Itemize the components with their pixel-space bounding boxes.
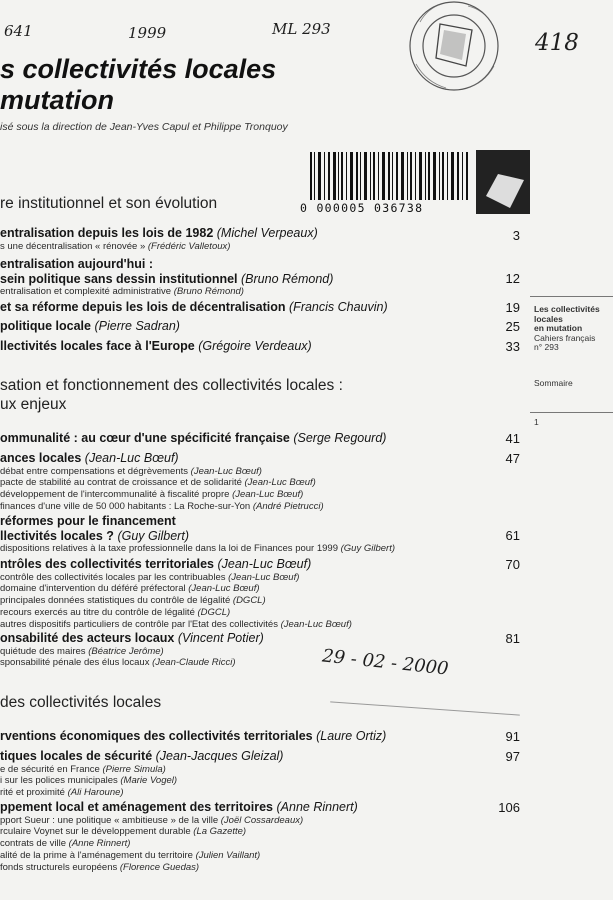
entry-title-text: ances locales	[0, 451, 82, 465]
sidebar-title-line-3: en mutation	[534, 323, 583, 333]
library-stamp	[392, 0, 512, 112]
handwritten-note-year: 1999	[128, 24, 167, 42]
sub-author: (Anne Rinnert)	[68, 838, 131, 850]
entry-author: (Jean-Luc Bœuf)	[217, 557, 312, 571]
entry-sub	[0, 764, 520, 776]
sub-text: pacte de stabilité au contrat de croissance et de solidarité	[0, 477, 242, 489]
entry-author: (Jean-Luc Bœuf)	[84, 451, 179, 465]
entry-page: 47	[505, 451, 520, 466]
sub-author: (Frédéric Valletoux)	[147, 240, 231, 252]
section-heading-2-line-1: sation et fonctionnement des collectivités locales :	[0, 377, 343, 394]
entry-page: 41	[505, 431, 520, 446]
sub-text: rité et proximité	[0, 787, 65, 799]
toc-entry	[0, 319, 520, 334]
entry-title-text: onsabilité des acteurs locaux	[0, 631, 175, 645]
entry-page: 25	[505, 319, 520, 334]
entry-title-text: rventions économiques des collectivités territoriales	[0, 729, 313, 743]
sub-text: autres dispositifs particuliers de contrôle par l'Etat des collectivités	[0, 618, 278, 630]
entry-title-text: politique locale	[0, 319, 91, 333]
toc-entry	[0, 339, 520, 354]
entry-author: (Laure Ortiz)	[316, 729, 387, 743]
entry-title	[0, 529, 520, 544]
entry-title	[0, 800, 520, 815]
sub-author: (Joël Cossardeaux)	[220, 814, 304, 826]
sub-text: sponsabilité pénale des élus locaux	[0, 657, 150, 669]
entry-title	[0, 431, 520, 446]
sub-author: (Julien Vaillant)	[195, 849, 261, 861]
sub-text: débat entre compensations et dégrèvements	[0, 465, 189, 477]
entry-page: 81	[505, 631, 520, 646]
entry-title	[0, 272, 520, 287]
sub-author: (Florence Guedas)	[119, 861, 200, 873]
sub-author: (Béatrice Jerôme)	[88, 645, 164, 657]
sidebar-title-line-2: locales	[534, 313, 563, 324]
toc-entry	[0, 749, 520, 799]
handwritten-note-corner: 418	[535, 30, 579, 56]
sub-author: (La Gazette)	[193, 826, 247, 838]
entry-title-text: llectivités locales face à l'Europe	[0, 339, 195, 353]
entry-title	[0, 749, 520, 764]
entry-title-pre: réformes pour le financement	[0, 514, 176, 528]
handwritten-note-reference: ML 293	[272, 20, 331, 38]
entry-sub	[0, 583, 520, 595]
entry-sub	[0, 466, 520, 478]
entry-page: 70	[505, 557, 520, 572]
title-line-1: s collectivités locales	[0, 54, 277, 84]
entry-title	[0, 729, 520, 744]
toc-entry	[0, 451, 520, 513]
sub-text: fonds structurels européens	[0, 861, 118, 873]
sub-author: (Jean-Luc Bœuf)	[244, 477, 316, 489]
handwritten-date: 29 - 02 - 2000	[321, 645, 450, 680]
entry-page: 106	[498, 800, 520, 815]
entry-author: (Guy Gilbert)	[117, 528, 189, 543]
entry-sub	[0, 286, 520, 298]
entry-page: 97	[505, 749, 520, 764]
entry-author: (Francis Chauvin)	[289, 300, 388, 314]
entry-sub	[0, 595, 520, 607]
entry-sub	[0, 646, 520, 658]
sub-text: recours exercés au titre du contrôle de légalité	[0, 606, 195, 618]
sub-author: (Guy Gilbert)	[340, 543, 395, 554]
entry-title	[0, 319, 520, 334]
sub-author: (Jean-Luc Bœuf)	[188, 583, 260, 595]
sub-text: domaine d'intervention du déféré préfectoral	[0, 583, 186, 595]
entry-title-text: ntrôles des collectivités territoriales	[0, 557, 214, 571]
entry-title	[0, 300, 520, 315]
entry-sub	[0, 862, 520, 874]
toc-entry	[0, 514, 520, 555]
sub-author: (Jean-Luc Bœuf)	[232, 489, 304, 501]
editors-line: isé sous la direction de Jean-Yves Capul et Philippe Tronquoy	[0, 121, 288, 133]
sub-text: dispositions relatives à la taxe professionnelle dans la loi de Finances pour 1999	[0, 543, 338, 554]
entry-author: (Bruno Rémond)	[241, 271, 334, 286]
entry-sub	[0, 775, 520, 787]
sub-text: quiétude des maires	[0, 645, 86, 657]
section-heading-3: des collectivités locales	[0, 694, 162, 711]
sub-text: contrôle des collectivités locales par les contribuables	[0, 571, 226, 583]
sub-text: développement de l'intercommunalité à fiscalité propre	[0, 489, 230, 501]
sub-text: s une décentralisation « rénovée »	[0, 240, 146, 252]
entry-sub	[0, 619, 520, 631]
sub-author: (Jean-Claude Ricci)	[152, 657, 236, 669]
sub-text: i sur les polices municipales	[0, 775, 118, 787]
entry-title-text: ppement local et aménagement des territoires	[0, 800, 274, 814]
sub-author: (DGCL)	[232, 595, 266, 607]
sidebar-publisher: Cahiers français	[534, 333, 596, 343]
entry-page: 91	[505, 729, 520, 744]
sub-author: (Jean-Luc Bœuf)	[190, 465, 262, 477]
entry-sub	[0, 850, 520, 862]
sub-text: pport Sueur : une politique « ambitieuse » de la ville	[0, 814, 219, 826]
entry-sub	[0, 572, 520, 584]
barcode-number: 0 000005 036738	[300, 201, 424, 215]
entry-sub	[0, 838, 520, 850]
toc-entry	[0, 729, 520, 744]
entry-title	[0, 339, 520, 354]
entry-title-text: entralisation depuis les lois de 1982	[0, 226, 214, 240]
sidebar	[526, 0, 613, 900]
entry-title	[0, 557, 520, 572]
toc-entry	[0, 431, 520, 446]
entry-sub	[0, 826, 520, 838]
sidebar-issue: n° 293	[534, 342, 559, 352]
title-line-2: mutation	[0, 85, 114, 115]
sub-author: (Marie Vogel)	[120, 775, 178, 787]
handwritten-note-left: 641	[4, 22, 33, 40]
entry-page: 12	[505, 271, 520, 286]
sub-text: rculaire Voynet sur le développement durable	[0, 826, 191, 838]
entry-sub	[0, 543, 520, 555]
entry-title-text: tiques locales de sécurité	[0, 749, 153, 763]
entry-sub	[0, 241, 520, 253]
toc-entry	[0, 300, 520, 315]
entry-page: 33	[505, 339, 520, 354]
sub-author: (Pierre Simula)	[102, 763, 166, 775]
entry-author: (Vincent Potier)	[177, 631, 264, 645]
sidebar-page-number: 1	[534, 417, 539, 427]
entry-author: (Serge Regourd)	[293, 431, 387, 445]
entry-sub	[0, 787, 520, 799]
sub-text: finances d'une ville de 50 000 habitants : La Roche-sur-Yon	[0, 500, 251, 512]
entry-author: (Grégoire Verdeaux)	[198, 339, 312, 353]
document-title	[0, 54, 276, 116]
sidebar-title-line-1: Les collectivités	[534, 304, 600, 314]
sub-text: e de sécurité en France	[0, 763, 100, 775]
sub-author: (Jean-Luc Bœuf)	[228, 571, 300, 583]
sub-author: (André Pietrucci)	[252, 500, 324, 512]
entry-sub	[0, 489, 520, 501]
entry-page: 3	[512, 228, 520, 243]
toc-entry	[0, 226, 520, 252]
entry-title-text: et sa réforme depuis les lois de décentralisation	[0, 300, 286, 314]
sub-author: (Jean-Luc Bœuf)	[280, 618, 352, 630]
sub-author: (Ali Haroune)	[67, 787, 124, 799]
sub-text: entralisation et complexité administrative	[0, 286, 172, 297]
sub-text: alité de la prime à l'aménagement du territoire	[0, 849, 193, 861]
sidebar-section-label: Sommaire	[534, 378, 573, 388]
entry-author: (Michel Verpeaux)	[216, 226, 318, 240]
toc-entry	[0, 557, 520, 630]
section-heading-1: re institutionnel et son évolution	[0, 195, 218, 212]
entry-title-text: llectivités locales ?	[0, 528, 114, 543]
entry-title-text: ommunalité : au cœur d'une spécificité française	[0, 431, 290, 445]
entry-title-pre: entralisation aujourd'hui :	[0, 257, 153, 271]
sub-text: contrats de ville	[0, 838, 67, 850]
entry-page: 19	[505, 300, 520, 315]
entry-title	[0, 226, 520, 241]
toc-entry	[0, 257, 520, 298]
entry-sub	[0, 477, 520, 489]
entry-author: (Jean-Jacques Gleizal)	[155, 749, 284, 763]
toc-entry	[0, 800, 520, 873]
entry-sub	[0, 607, 520, 619]
entry-title	[0, 631, 520, 646]
section-heading-2	[0, 376, 343, 414]
handwritten-stroke	[330, 701, 520, 715]
sidebar-rule-bottom	[530, 412, 613, 413]
entry-title	[0, 451, 520, 466]
sub-author: (DGCL)	[197, 606, 231, 618]
entry-title-text: sein politique sans dessin institutionnel	[0, 271, 238, 286]
sub-author: (Bruno Rémond)	[173, 286, 244, 297]
entry-author: (Pierre Sadran)	[94, 319, 180, 333]
entry-author: (Anne Rinnert)	[276, 800, 358, 814]
sub-text: principales données statistiques du contrôle de légalité	[0, 595, 231, 607]
sidebar-rule-top	[530, 296, 613, 297]
section-heading-2-line-2: ux enjeux	[0, 396, 67, 413]
entry-page: 61	[505, 528, 520, 543]
entry-sub	[0, 815, 520, 827]
sidebar-title	[534, 305, 600, 334]
entry-sub	[0, 501, 520, 513]
